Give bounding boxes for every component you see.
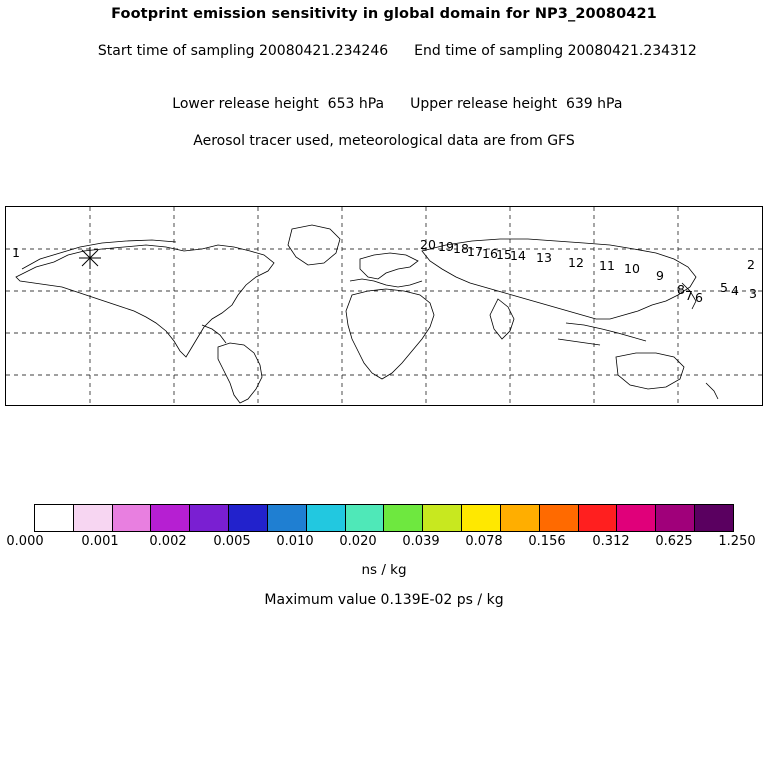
trajectory-label: 17	[467, 244, 483, 259]
colorbar-segment	[35, 505, 74, 531]
trajectory-label: 9	[656, 268, 664, 283]
trajectory-label: 10	[624, 261, 640, 276]
colorbar	[34, 504, 734, 532]
colorbar-segment	[268, 505, 307, 531]
trajectory-label: 19	[438, 239, 454, 254]
colorbar-segment	[113, 505, 152, 531]
colorbar-tick: 0.078	[465, 534, 503, 549]
tracer-meteo-line: Aerosol tracer used, meteorological data are from GFS	[193, 133, 575, 149]
upper-release-height-label: Upper release height 639 hPa	[410, 96, 623, 112]
trajectory-label: 7	[685, 288, 693, 303]
trajectory-label: 12	[568, 255, 584, 270]
colorbar-unit-label: ns / kg	[361, 562, 407, 578]
trajectory-label: 16	[482, 246, 498, 261]
colorbar-tick-labels	[0, 534, 768, 550]
colorbar-tick: 0.312	[592, 534, 630, 549]
colorbar-segment	[384, 505, 423, 531]
colorbar-tick: 0.039	[402, 534, 440, 549]
colorbar-segment	[229, 505, 268, 531]
colorbar-segment	[462, 505, 501, 531]
colorbar-segment	[695, 505, 733, 531]
colorbar-tick: 1.250	[718, 534, 756, 549]
trajectory-label: 1	[12, 245, 20, 260]
release-site-marker	[79, 247, 101, 269]
end-time-label: End time of sampling 20080421.234312	[414, 43, 697, 59]
trajectory-label: 5	[720, 280, 728, 295]
trajectory-label: 3	[749, 286, 757, 301]
colorbar-tick: 0.002	[149, 534, 187, 549]
figure-title: Footprint emission sensitivity in global domain for NP3_20080421	[111, 6, 657, 22]
coastlines	[16, 225, 718, 403]
trajectory-label: 6	[695, 290, 703, 305]
trajectory-label: 15	[496, 247, 512, 262]
colorbar-segment	[346, 505, 385, 531]
colorbar-tick: 0.001	[81, 534, 119, 549]
colorbar-segment	[501, 505, 540, 531]
trajectory-label: 2	[747, 257, 755, 272]
colorbar-segment	[423, 505, 462, 531]
colorbar-segment	[307, 505, 346, 531]
trajectory-label: 4	[731, 283, 739, 298]
maximum-value-label: Maximum value 0.139E-02 ps / kg	[264, 592, 504, 608]
colorbar-segment	[656, 505, 695, 531]
colorbar-tick: 0.000	[6, 534, 44, 549]
colorbar-tick: 0.005	[213, 534, 251, 549]
map-panel	[5, 206, 763, 406]
colorbar-tick: 0.020	[339, 534, 377, 549]
trajectory-label: 18	[453, 241, 469, 256]
trajectory-label: 11	[599, 258, 615, 273]
trajectory-label: 20	[420, 237, 436, 252]
colorbar-segment	[540, 505, 579, 531]
colorbar-segment	[74, 505, 113, 531]
colorbar-segment	[151, 505, 190, 531]
colorbar-tick: 0.156	[528, 534, 566, 549]
colorbar-segment	[190, 505, 229, 531]
world-map	[6, 207, 762, 405]
trajectory-label: 8	[677, 282, 685, 297]
colorbar-segment	[617, 505, 656, 531]
figure-header	[0, 0, 768, 149]
colorbar-tick: 0.625	[655, 534, 693, 549]
sampling-time-line	[0, 27, 768, 75]
release-height-line	[0, 80, 768, 128]
lower-release-height-label: Lower release height 653 hPa	[172, 96, 385, 112]
colorbar-segment	[579, 505, 618, 531]
trajectory-label: 14	[510, 248, 526, 263]
colorbar-tick: 0.010	[276, 534, 314, 549]
start-time-label: Start time of sampling 20080421.234246	[97, 43, 389, 59]
trajectory-label: 13	[536, 250, 552, 265]
